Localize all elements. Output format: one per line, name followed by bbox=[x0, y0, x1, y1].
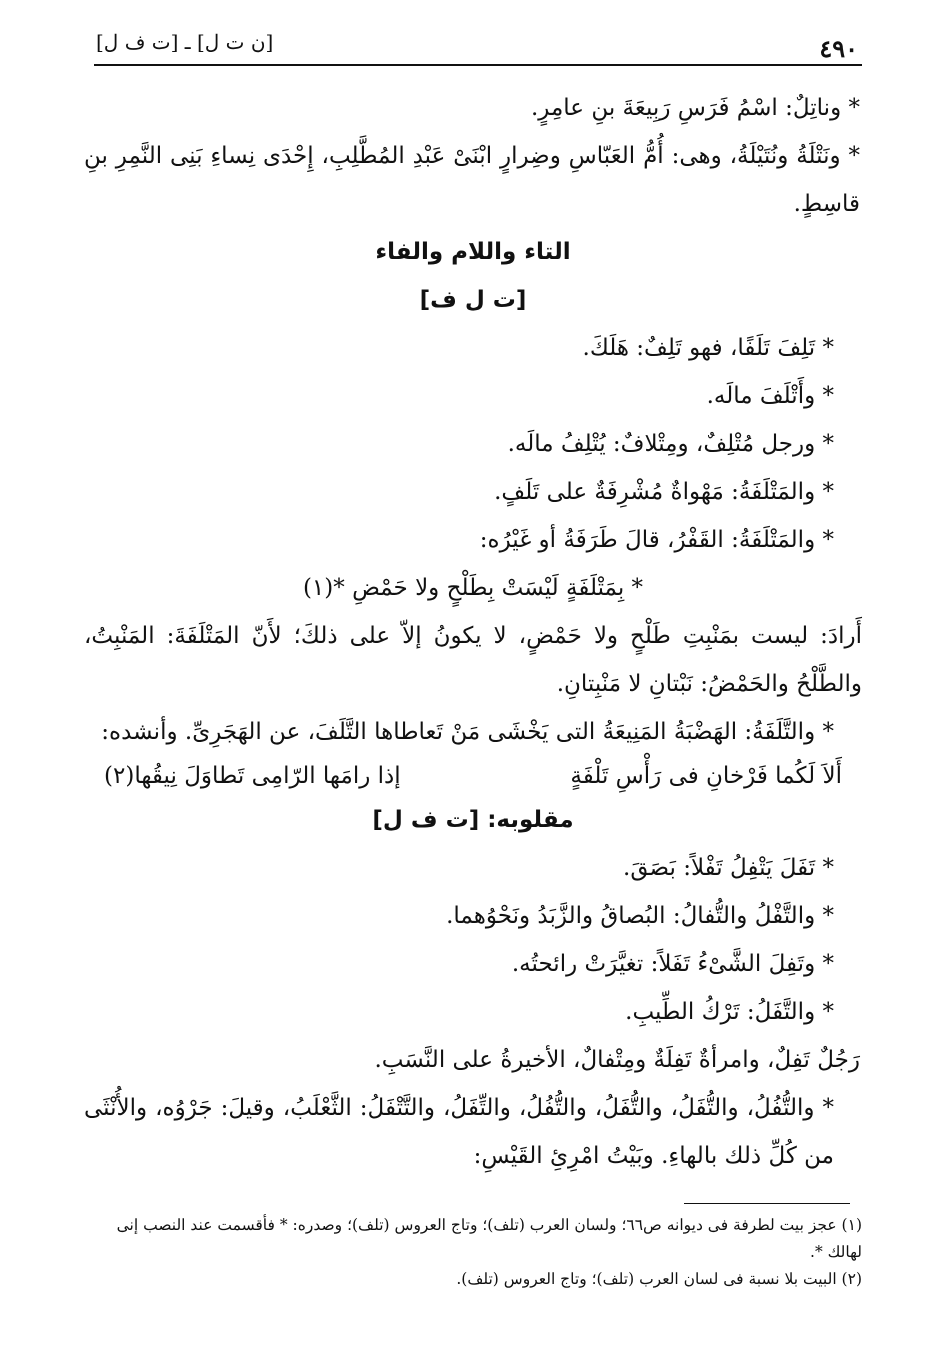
verse-hemistich-1: أَلاَ لَكُما فَرْخانِ فى رَأْسِ تَلْفَةٍ bbox=[570, 763, 842, 789]
entry-atlafa: * وأَتْلَفَ مالَه. bbox=[706, 383, 834, 409]
entry-talifa: * تَلِفَ تَلَفًا، فهو تَلِفٌ: هَلَكَ. bbox=[582, 335, 834, 361]
entry-talfa: * والتَّلَفَةُ: الهَضْبَةُ المَنِيعَةُ التى يَخْشَى مَنْ تَعاطاها التَّلَفَ، عن الهَجَرِىِّ. وأنشده: bbox=[101, 719, 834, 745]
root-heading-tfl: مقلوبه: [ت ف ل] bbox=[372, 807, 574, 833]
footnote-rule bbox=[684, 1203, 850, 1204]
header-rule bbox=[94, 64, 862, 66]
entry-tafala: * تَفَلَ يَتْفِلُ تَفْلاً: بَصَقَ. bbox=[623, 855, 834, 881]
running-title: [ن ت ل] ـ [ت ف ل] bbox=[96, 30, 274, 54]
footnote-2: (٢) البيت بلا نسبة فى لسان العرب (تلف)؛ وتاج العروس (تلف). bbox=[456, 1270, 862, 1288]
entry-natla: * ونَتْلَةُ ونُتَيْلَةُ، وهى: أُمُّ العَبّاسِ وضِرارٍ ابْنَىْ عَبْدِ المُطَّلِبِ، إِحْدَى نِساءِ بَنِى النَّمِرِ بنِ قاسِطٍ. bbox=[84, 143, 860, 217]
main-text bbox=[84, 84, 862, 1180]
section-heading: التاء واللام والفاء bbox=[375, 239, 571, 265]
entry-tafal: * والتَّفَلُ: تَرْكُ الطِّيبِ. bbox=[625, 999, 834, 1025]
entry-natil: * وناتِلٌ: اسْمُ فَرَسِ رَبِيعَةَ بنِ عامِرٍ. bbox=[530, 95, 860, 121]
entry-rajul-tafil: رَجُلٌ تَفِلٌ، وامرأةٌ تَفِلَةٌ ومِتْفالٌ، الأخيرةُ على النَّسَبِ. bbox=[374, 1047, 860, 1073]
verse-line-1: * بِمَتْلَفَةٍ لَيْسَتْ بِطَلْحٍ ولا حَمْضِ *(١) bbox=[302, 575, 644, 601]
entry-tafl: * والتَّفْلُ والتُّفالُ: البُصاقُ والزَّبَدُ ونَحْوُهما. bbox=[446, 903, 834, 929]
entry-tutful: * والتُّفُلُ، والتُّفَلُ، والتُّفَلُ، والتُّفُلُ، والتِّفَلُ، والتَّتْفَلُ: الثَّعْلَبُ، وقيلَ: جَرْوُه، والأُنْثَى من كُلِّ ذلك بالهاءِ. وبَيْتُ امْرِئِ القَيْسِ: bbox=[84, 1095, 834, 1169]
entry-commentary: أَرادَ: ليست بمَنْبِتِ طَلْحٍ ولا حَمْضٍ، لا يكونُ إلاّ على ذلكَ؛ لأَنّ المَتْلَفَةَ: المَنْبِتُ، والطَّلْحُ والحَمْضُ: نَبْتانِ لا مَنْبِتانِ. bbox=[84, 623, 862, 697]
verse-line-2 bbox=[84, 756, 862, 796]
footnote-1: (١) عجز بيت لطرفة فى ديوانه ص٦٦؛ ولسان العرب (تلف)؛ وتاج العروس (تلف)؛ وصدره: * فأقسمت عند النصب إنى لهالك *. bbox=[116, 1216, 862, 1261]
entry-matlafa-2: * والمَتْلَفَةُ: القَفْرُ، قالَ طَرَفَةُ أو غَيْرُه: bbox=[479, 527, 834, 553]
entry-tafila: * وتَفِلَ الشَّىْءُ تَفَلاً: تغيَّرَتْ رائحتُه. bbox=[511, 951, 834, 977]
footnotes bbox=[84, 1212, 862, 1293]
verse-hemistich-2: إذا رامَها الرّامِى تَطاوَلَ نِيقُها(٢) bbox=[104, 763, 401, 789]
root-heading-tlf: [ت ل ف] bbox=[419, 287, 527, 313]
entry-mutlif: * ورجل مُتْلِفٌ، ومِتْلافٌ: يُتْلِفُ مالَه. bbox=[507, 431, 834, 457]
page-number: ٤٩٠ bbox=[819, 34, 858, 63]
entry-matlafa-1: * والمَتْلَفَةُ: مَهْواةٌ مُشْرِفَةٌ على تَلَفٍ. bbox=[494, 479, 834, 505]
